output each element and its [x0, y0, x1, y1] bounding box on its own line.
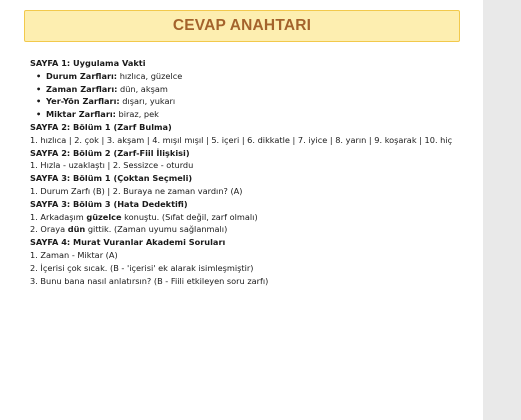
bullet-text: hızlıca, güzelce [117, 70, 183, 81]
bullet-label: Yer-Yön Zarfları: [46, 96, 120, 107]
list-item [30, 70, 470, 83]
answer-text: 1. Arkadaşım [30, 211, 87, 222]
bullet-text: dün, akşam [117, 83, 168, 94]
list-item [30, 83, 470, 96]
bullet-text: biraz, pek [115, 109, 159, 120]
answer-line: 1. Durum Zarfı (B) | 2. Buraya ne zaman vardın? (A) [30, 185, 243, 196]
answer-line: 3. Bunu bana nasıl anlatırsın? (B - Fiili etkileyen soru zarfı) [30, 275, 269, 286]
section-heading: SAYFA 2: Bölüm 2 (Zarf-Fiil İlişkisi) [30, 147, 190, 158]
list-item [30, 108, 470, 121]
bullet-text: dışarı, yukarı [119, 96, 176, 107]
answer-key-content [30, 57, 470, 287]
section-heading: SAYFA 3: Bölüm 3 (Hata Dedektifi) [30, 198, 188, 209]
bullet-label: Miktar Zarfları: [46, 109, 116, 120]
answer-text: konuştu. (Sıfat değil, zarf olmalı) [121, 211, 258, 222]
bullet-label: Durum Zarfları: [46, 70, 118, 81]
title-banner [24, 10, 460, 42]
section-heading: SAYFA 1: Uygulama Vakti [30, 58, 146, 68]
answer-line: 1. Hızla - uzaklaştı | 2. Sessizce - oturdu [30, 160, 194, 171]
answer-line [30, 223, 470, 236]
section-heading: SAYFA 4: Murat Vuranlar Akademi Soruları [30, 237, 226, 248]
answer-highlight: dün [67, 224, 86, 235]
bullet-label: Zaman Zarfları: [46, 83, 118, 94]
answer-line: 1. hızlıca | 2. çok | 3. akşam | 4. mışıl mışıl | 5. içeri | 6. dikkatle | 7. iyice | 8. yarın | 9. koşarak | 10. hiç [30, 134, 453, 145]
answer-highlight: güzelce [86, 211, 122, 222]
page-title: CEVAP ANAHTARI [172, 17, 312, 34]
section-heading: SAYFA 3: Bölüm 1 (Çoktan Seçmeli) [30, 173, 193, 184]
answer-text: 2. Oraya [30, 224, 68, 235]
answer-text: gittik. (Zaman uyumu sağlanmalı) [85, 224, 228, 235]
list-item [30, 95, 470, 108]
page-margin [483, 0, 521, 420]
answer-line [30, 211, 470, 224]
answer-line: 1. Zaman - Miktar (A) [30, 249, 118, 260]
section-heading: SAYFA 2: Bölüm 1 (Zarf Bulma) [30, 121, 172, 132]
answer-line: 2. İçerisi çok sıcak. (B - 'içerisi' ek alarak isimleşmiştir) [30, 262, 254, 273]
